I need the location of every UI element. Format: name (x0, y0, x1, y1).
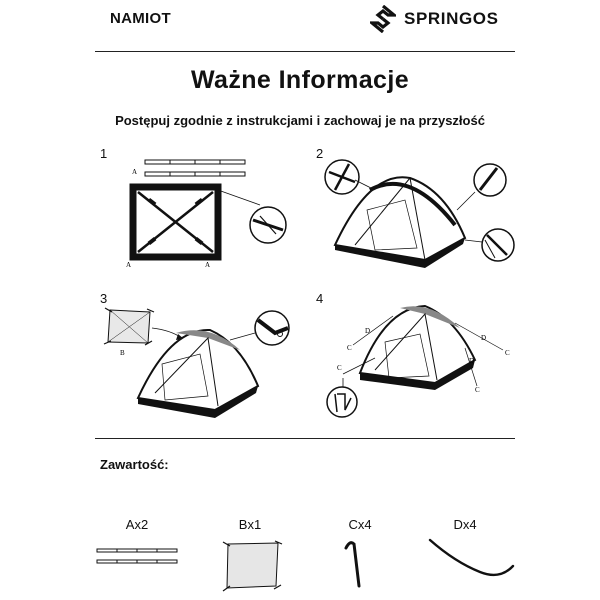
detail-circle-peg (327, 387, 357, 417)
marker-d: D (481, 334, 487, 342)
peg-icon (342, 538, 372, 590)
step-1-number: 1 (100, 146, 108, 161)
contents-item-label: Ax2 (125, 517, 149, 532)
guy-rope-icon (425, 532, 520, 582)
contents-label: Zawartość: (100, 457, 169, 472)
step-2-number: 2 (316, 146, 324, 161)
marker-a: A (126, 261, 132, 269)
marker-c: C (475, 386, 480, 394)
contents-item-label: Cx4 (348, 517, 372, 532)
step-4-illustration (315, 298, 515, 423)
contents-item-label: Bx1 (238, 517, 262, 532)
step-4-number: 4 (316, 291, 324, 306)
springos-logo-icon (370, 5, 396, 33)
marker-d: D (469, 357, 475, 365)
marker-c: C (505, 349, 510, 357)
product-name: NAMIOT (110, 10, 171, 27)
poles-icon (95, 545, 180, 570)
contents-item-label: Dx4 (453, 517, 477, 532)
step-3-illustration (100, 298, 305, 423)
detail-circle-clip (474, 164, 506, 196)
page-subtitle: Postępuj zgodnie z instrukcjami i zachowaj je na przyszłość (115, 113, 485, 128)
marker-c: C (337, 364, 342, 372)
marker-a: A (205, 261, 211, 269)
pole-a-bottom (145, 172, 245, 176)
header-divider (95, 51, 515, 52)
brand-name: SPRINGOS (404, 9, 499, 28)
marker-a: A (132, 168, 138, 176)
marker-d: D (365, 327, 371, 335)
step-3-number: 3 (100, 291, 108, 306)
contents-divider (95, 438, 515, 439)
brand-logo (370, 5, 499, 33)
step-1-illustration (120, 150, 300, 275)
marker-b: B (120, 349, 125, 357)
page-title: Ważne Informacje (190, 66, 410, 94)
step-2-illustration (315, 150, 515, 275)
marker-c: C (347, 344, 352, 352)
rain-fly-icon (220, 538, 285, 598)
pole-a-top (145, 160, 245, 164)
